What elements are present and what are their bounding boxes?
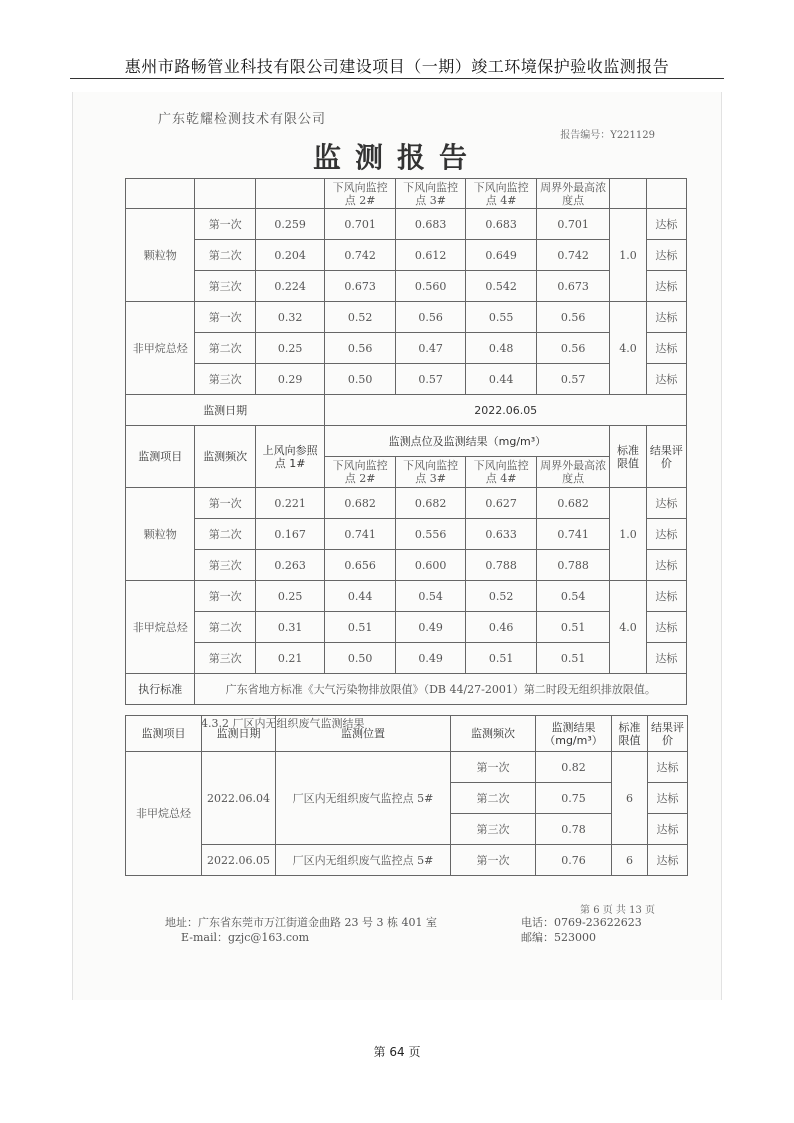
standard-limit: 6 bbox=[612, 752, 648, 845]
monitoring-frequency: 第三次 bbox=[195, 364, 255, 395]
header-downwind-4: 下风向监控点 4# bbox=[466, 457, 537, 488]
monitoring-item: 颗粒物 bbox=[126, 209, 195, 302]
standard-limit: 1.0 bbox=[610, 488, 646, 581]
measurement-value: 0.49 bbox=[395, 643, 466, 674]
measurement-value: 0.51 bbox=[536, 612, 610, 643]
measurement-value: 0.682 bbox=[536, 488, 610, 519]
measurement-value: 0.56 bbox=[325, 333, 396, 364]
company-address: 地址：广东省东莞市万江街道金曲路 23 号 3 栋 401 室 bbox=[165, 916, 437, 929]
measurement-value: 0.683 bbox=[395, 209, 466, 240]
measurement-value: 0.682 bbox=[395, 488, 466, 519]
standard-limit: 4.0 bbox=[610, 581, 646, 674]
header-downwind-2: 下风向监控点 2# bbox=[325, 457, 396, 488]
measurement-value: 0.32 bbox=[255, 302, 324, 333]
table-row bbox=[126, 716, 688, 752]
measurement-value: 0.51 bbox=[325, 612, 396, 643]
measurement-value: 0.649 bbox=[466, 240, 537, 271]
result-evaluation: 达标 bbox=[646, 209, 686, 240]
measurement-value: 0.701 bbox=[536, 209, 610, 240]
header-monitoring-frequency: 监测频次 bbox=[195, 426, 255, 488]
measurement-value: 0.56 bbox=[536, 333, 610, 364]
measurement-value: 0.263 bbox=[255, 550, 324, 581]
section-title: 4.3.2 厂区内无组织废气监测结果 bbox=[201, 717, 365, 730]
table-row bbox=[126, 845, 688, 876]
measurement-value: 0.57 bbox=[395, 364, 466, 395]
table-row bbox=[126, 209, 687, 240]
measurement-value: 0.25 bbox=[255, 333, 324, 364]
result-evaluation: 达标 bbox=[646, 581, 686, 612]
measurement-value: 0.633 bbox=[466, 519, 537, 550]
measurement-value: 0.656 bbox=[325, 550, 396, 581]
header-result: 监测结果（mg/m³） bbox=[536, 716, 612, 752]
measurement-value: 0.44 bbox=[325, 581, 396, 612]
header-freq: 监测频次 bbox=[451, 716, 536, 752]
table-row bbox=[126, 271, 687, 302]
result-evaluation: 达标 bbox=[646, 519, 686, 550]
table-row bbox=[126, 395, 687, 426]
measurement-value: 0.600 bbox=[395, 550, 466, 581]
header-cell bbox=[126, 179, 195, 209]
monitoring-results-table bbox=[125, 178, 687, 705]
standard-label: 执行标准 bbox=[126, 674, 195, 705]
measurement-value: 0.56 bbox=[536, 302, 610, 333]
measurement-value: 0.54 bbox=[536, 581, 610, 612]
monitoring-frequency: 第二次 bbox=[195, 612, 255, 643]
measurement-value: 0.48 bbox=[466, 333, 537, 364]
measurement-value: 0.612 bbox=[395, 240, 466, 271]
header-standard-limit: 标准限值 bbox=[610, 426, 646, 488]
measurement-value: 0.683 bbox=[466, 209, 537, 240]
measurement-value: 0.221 bbox=[255, 488, 324, 519]
measurement-value: 0.55 bbox=[466, 302, 537, 333]
measurement-value: 0.54 bbox=[395, 581, 466, 612]
header-cell: 下风向监控点 4# bbox=[466, 179, 537, 209]
measurement-value: 0.560 bbox=[395, 271, 466, 302]
table-row bbox=[126, 302, 687, 333]
monitoring-date: 2022.06.05 bbox=[202, 845, 276, 876]
measurement-value: 0.52 bbox=[325, 302, 396, 333]
monitoring-frequency: 第三次 bbox=[451, 814, 536, 845]
table-row bbox=[126, 364, 687, 395]
measurement-value: 0.56 bbox=[395, 302, 466, 333]
measurement-value: 0.76 bbox=[536, 845, 612, 876]
measurement-value: 0.78 bbox=[536, 814, 612, 845]
measurement-value: 0.57 bbox=[536, 364, 610, 395]
report-title: 监测报告 bbox=[312, 141, 481, 174]
measurement-value: 0.49 bbox=[395, 612, 466, 643]
monitoring-frequency: 第三次 bbox=[195, 643, 255, 674]
measurement-value: 0.29 bbox=[255, 364, 324, 395]
header-cell bbox=[610, 179, 646, 209]
table-row bbox=[126, 488, 687, 519]
result-evaluation: 达标 bbox=[646, 550, 686, 581]
result-evaluation: 达标 bbox=[646, 364, 686, 395]
monitoring-frequency: 第一次 bbox=[195, 209, 255, 240]
company-name: 广东乾耀检测技术有限公司 bbox=[158, 112, 327, 127]
header-cell bbox=[646, 179, 686, 209]
result-evaluation: 达标 bbox=[646, 612, 686, 643]
monitoring-frequency: 第二次 bbox=[195, 519, 255, 550]
measurement-value: 0.556 bbox=[395, 519, 466, 550]
measurement-value: 0.50 bbox=[325, 364, 396, 395]
report-pager: 第 6 页 共 13 页 bbox=[580, 905, 655, 916]
table-row bbox=[126, 643, 687, 674]
monitoring-frequency: 第二次 bbox=[195, 333, 255, 364]
monitoring-item: 颗粒物 bbox=[126, 488, 195, 581]
monitoring-frequency: 第一次 bbox=[195, 302, 255, 333]
table-row bbox=[126, 674, 687, 705]
monitoring-location: 厂区内无组织废气监控点 5# bbox=[276, 752, 451, 845]
monitoring-item: 非甲烷总烃 bbox=[126, 302, 195, 395]
header-cell bbox=[195, 179, 255, 209]
monitoring-frequency: 第二次 bbox=[195, 240, 255, 271]
measurement-value: 0.224 bbox=[255, 271, 324, 302]
standard-limit: 1.0 bbox=[610, 209, 646, 302]
measurement-value: 0.75 bbox=[536, 783, 612, 814]
measurement-value: 0.788 bbox=[466, 550, 537, 581]
monitoring-frequency: 第一次 bbox=[195, 488, 255, 519]
result-evaluation: 达标 bbox=[648, 845, 688, 876]
header-cell bbox=[255, 179, 324, 209]
header-downwind-3: 下风向监控点 3# bbox=[395, 457, 466, 488]
standard-text: 广东省地方标准《大气污染物排放限值》（DB 44/27-2001）第二时段无组织排放限值。 bbox=[195, 674, 687, 705]
header-cell: 周界外最高浓度点 bbox=[536, 179, 610, 209]
measurement-value: 0.259 bbox=[255, 209, 324, 240]
monitoring-date-label: 监测日期 bbox=[126, 395, 325, 426]
table-row bbox=[126, 333, 687, 364]
page-number: 第 64 页 bbox=[373, 1045, 421, 1059]
header-date: 监测日期 bbox=[202, 716, 276, 752]
header-upwind-point: 上风向参照点 1# bbox=[255, 426, 324, 488]
standard-limit: 6 bbox=[612, 845, 648, 876]
monitoring-item: 非甲烷总烃 bbox=[126, 581, 195, 674]
report-number: 报告编号：Y221129 bbox=[560, 130, 655, 141]
header-monitoring-item: 监测项目 bbox=[126, 426, 195, 488]
measurement-value: 0.82 bbox=[536, 752, 612, 783]
measurement-value: 0.46 bbox=[466, 612, 537, 643]
header-limit: 标准限值 bbox=[612, 716, 648, 752]
result-evaluation: 达标 bbox=[648, 814, 688, 845]
measurement-value: 0.51 bbox=[536, 643, 610, 674]
monitoring-frequency: 第三次 bbox=[195, 550, 255, 581]
header-result-evaluation: 结果评价 bbox=[646, 426, 686, 488]
result-evaluation: 达标 bbox=[648, 783, 688, 814]
measurement-value: 0.51 bbox=[466, 643, 537, 674]
result-evaluation: 达标 bbox=[648, 752, 688, 783]
company-phone: 电话：0769-23622623 bbox=[521, 916, 642, 929]
measurement-value: 0.50 bbox=[325, 643, 396, 674]
measurement-value: 0.741 bbox=[325, 519, 396, 550]
measurement-value: 0.742 bbox=[325, 240, 396, 271]
measurement-value: 0.788 bbox=[536, 550, 610, 581]
measurement-value: 0.627 bbox=[466, 488, 537, 519]
monitoring-frequency: 第一次 bbox=[451, 752, 536, 783]
header-cell: 下风向监控点 2# bbox=[325, 179, 396, 209]
measurement-value: 0.673 bbox=[536, 271, 610, 302]
measurement-value: 0.31 bbox=[255, 612, 324, 643]
result-evaluation: 达标 bbox=[646, 488, 686, 519]
company-postcode: 邮编：523000 bbox=[521, 931, 596, 944]
result-evaluation: 达标 bbox=[646, 302, 686, 333]
measurement-value: 0.673 bbox=[325, 271, 396, 302]
measurement-value: 0.742 bbox=[536, 240, 610, 271]
table-row bbox=[126, 426, 687, 457]
table-row bbox=[126, 612, 687, 643]
measurement-value: 0.167 bbox=[255, 519, 324, 550]
measurement-value: 0.741 bbox=[536, 519, 610, 550]
monitoring-location: 厂区内无组织废气监控点 5# bbox=[276, 845, 451, 876]
header-cell: 下风向监控点 3# bbox=[395, 179, 466, 209]
header-rule bbox=[70, 78, 724, 79]
header-eval: 结果评价 bbox=[648, 716, 688, 752]
header-boundary-max: 周界外最高浓度点 bbox=[536, 457, 610, 488]
measurement-value: 0.47 bbox=[395, 333, 466, 364]
monitoring-frequency: 第三次 bbox=[195, 271, 255, 302]
monitoring-date-value: 2022.06.05 bbox=[325, 395, 687, 426]
result-evaluation: 达标 bbox=[646, 643, 686, 674]
result-evaluation: 达标 bbox=[646, 271, 686, 302]
factory-monitoring-table bbox=[125, 715, 688, 876]
measurement-value: 0.52 bbox=[466, 581, 537, 612]
table-row bbox=[126, 240, 687, 271]
table-row bbox=[126, 519, 687, 550]
scanned-report-page bbox=[72, 92, 722, 1000]
monitoring-item: 非甲烷总烃 bbox=[126, 752, 202, 876]
monitoring-date: 2022.06.04 bbox=[202, 752, 276, 845]
table-row bbox=[126, 752, 688, 783]
table-row bbox=[126, 179, 687, 209]
header-item: 监测项目 bbox=[126, 716, 202, 752]
measurement-value: 0.682 bbox=[325, 488, 396, 519]
document-header-title: 惠州市路畅管业科技有限公司建设项目（一期）竣工环境保护验收监测报告 bbox=[124, 57, 670, 76]
standard-limit: 4.0 bbox=[610, 302, 646, 395]
table-row bbox=[126, 581, 687, 612]
measurement-value: 0.701 bbox=[325, 209, 396, 240]
measurement-value: 0.21 bbox=[255, 643, 324, 674]
company-email: E-mail：gzjc@163.com bbox=[181, 931, 310, 944]
monitoring-frequency: 第一次 bbox=[195, 581, 255, 612]
measurement-value: 0.25 bbox=[255, 581, 324, 612]
measurement-value: 0.542 bbox=[466, 271, 537, 302]
table-row bbox=[126, 550, 687, 581]
measurement-value: 0.44 bbox=[466, 364, 537, 395]
monitoring-frequency: 第一次 bbox=[451, 845, 536, 876]
result-evaluation: 达标 bbox=[646, 333, 686, 364]
result-evaluation: 达标 bbox=[646, 240, 686, 271]
monitoring-frequency: 第二次 bbox=[451, 783, 536, 814]
header-result-group: 监测点位及监测结果（mg/m³） bbox=[325, 426, 610, 457]
measurement-value: 0.204 bbox=[255, 240, 324, 271]
header-location: 监测位置 bbox=[276, 716, 451, 752]
